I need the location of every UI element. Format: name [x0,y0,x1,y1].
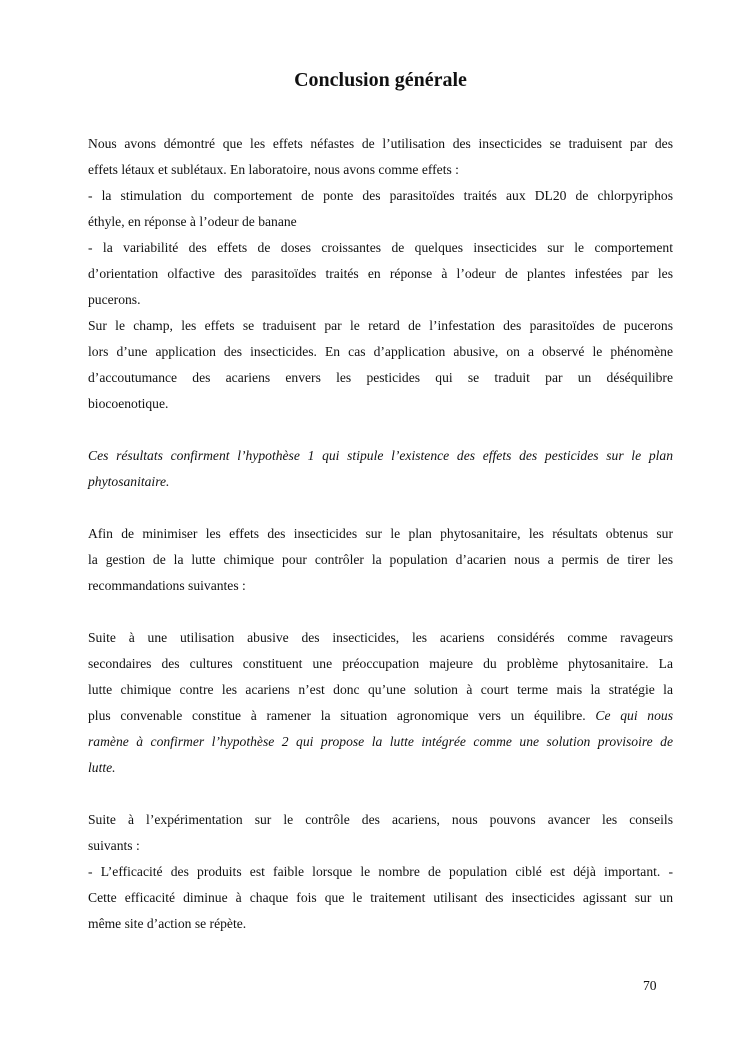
text-line: Suite à une utilisation abusive des insecticides, les acariens considérés comme ravageurs [88,630,673,645]
text-line: - la stimulation du comportement de ponte des parasitoïdes traités aux DL20 de chlorpyriphos [88,188,673,203]
text-line: effets létaux et sublétaux. En laboratoire, nous avons comme effets : [88,162,459,177]
paragraph-acariens [88,625,673,781]
text-line: lutte chimique contre les acariens n’est donc qu’une solution à court terme mais la stratégie la [88,682,673,697]
text-line: Sur le champ, les effets se traduisent par le retard de l’infestation des parasitoïdes de pucerons [88,318,673,333]
text-line: même site d’action se répète. [88,916,247,931]
paragraph-gap [88,599,673,625]
text-line: Ces résultats confirment l’hypothèse 1 qui stipule l’existence des effets des pesticides sur le plan [88,448,673,463]
document-page [88,66,673,937]
text-line: pucerons. [88,292,141,307]
paragraph-gap [88,495,673,521]
text-segment: plus convenable constitue à ramener la situation agronomique vers un équilibre. [88,708,586,723]
paragraph-effects [88,131,673,417]
text-line: Suite à l’expérimentation sur le contrôle des acariens, nous pouvons avancer les conseils [88,812,673,827]
text-line: éthyle, en réponse à l’odeur de banane [88,214,297,229]
text-line: ramène à confirmer l’hypothèse 2 qui propose la lutte intégrée comme une solution provisoire de [88,734,673,749]
page-title: Conclusion générale [294,69,467,91]
paragraph-hypothesis-1 [88,443,673,495]
page-number: 70 [643,978,657,993]
text-line: d’orientation olfactive des parasitoïdes traités en réponse à l’odeur de plantes infestées par les [88,266,673,281]
text-line: lutte. [88,760,116,775]
paragraph-gap [88,781,673,807]
text-line: secondaires des cultures constituent une préoccupation majeure du problème phytosanitaire. La [88,656,673,671]
text-line: d’accoutumance des acariens envers les pesticides qui se traduit par un déséquilibre [88,370,673,385]
paragraph-gap [88,417,673,443]
text-line: - la variabilité des effets de doses croissantes de quelques insecticides sur le comportement [88,240,673,255]
text-segment-italic: Ce qui nous [595,708,673,723]
text-line: biocoenotique. [88,396,169,411]
text-line: recommandations suivantes : [88,578,246,593]
paragraph-recommendations-intro [88,521,673,599]
text-line: - L’efficacité des produits est faible lorsque le nombre de population ciblé est déjà important. - [88,864,673,879]
text-line: phytosanitaire. [88,474,170,489]
text-line: Nous avons démontré que les effets néfastes de l’utilisation des insecticides se traduisent par des [88,136,673,151]
paragraph-advice [88,807,673,937]
text-line: Cette efficacité diminue à chaque fois que le traitement utilisant des insecticides agissant sur un [88,890,673,905]
text-line: la gestion de la lutte chimique pour contrôler la population d’acarien nous a permis de tirer les [88,552,673,567]
text-line: lors d’une application des insecticides. En cas d’application abusive, on a observé le phénomène [88,344,673,359]
text-line: Afin de minimiser les effets des insecticides sur le plan phytosanitaire, les résultats obtenus sur [88,526,673,541]
text-line-mixed [88,703,673,729]
text-line: suivants : [88,838,140,853]
